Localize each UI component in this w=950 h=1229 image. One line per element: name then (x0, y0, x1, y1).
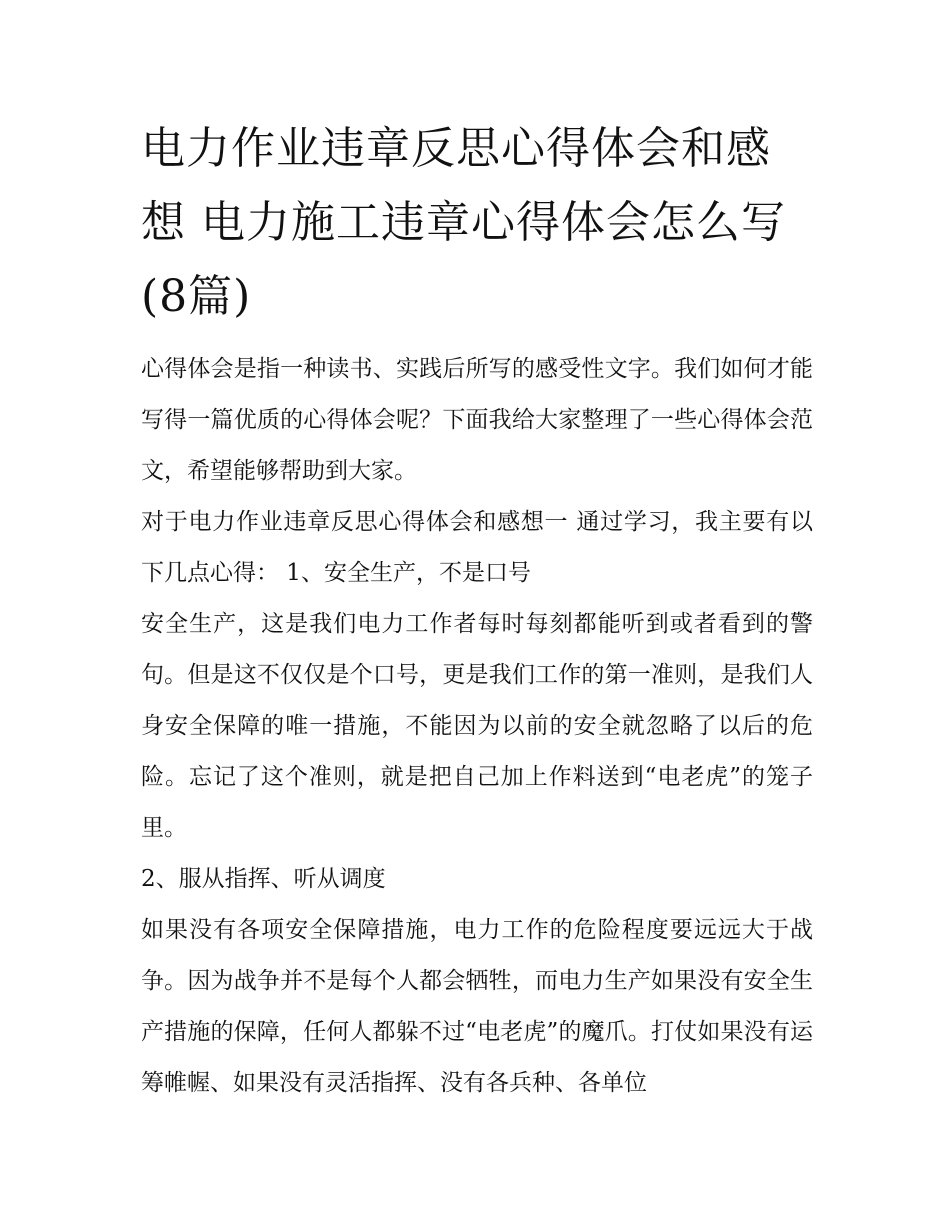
paragraph-safety-measures: 如果没有各项安全保障措施，电力工作的危险程度要远远大于战争。因为战争并不是每个人都会牺牲，而电力生产如果没有安全生产措施的保障，任何人都躲不过“电老虎”的魔爪。打仗如果没有运筹帷幄、如果没有灵活指挥、没有各兵种、各单位 (141, 917, 813, 1096)
paragraph-safety-production: 安全生产，这是我们电力工作者每时每刻都能听到或者看到的警句。但是这不仅仅是个口号，更是我们工作的第一准则，是我们人身安全保障的唯一措施，不能因为以前的安全就忽略了以后的危险。忘记了这个准则，就是把自己加上作料送到“电老虎”的笼子里。 (141, 611, 813, 841)
document-title: 电力作业违章反思心得体会和感想 电力施工违章心得体会怎么写(8篇) (141, 123, 786, 322)
paragraph-intro: 心得体会是指一种读书、实践后所写的感受性文字。我们如何才能写得一篇优质的心得体会呢？下面我给大家整理了一些心得体会范文，希望能够帮助到大家。 (141, 356, 813, 484)
document-body (141, 112, 813, 1109)
paragraph-section-one-heading: 对于电力作业违章反思心得体会和感想一 通过学习，我主要有以下几点心得： 1、安全生产，不是口号 (141, 509, 813, 586)
paragraph-section-two-heading: 2、服从指挥、听从调度 (141, 866, 386, 892)
